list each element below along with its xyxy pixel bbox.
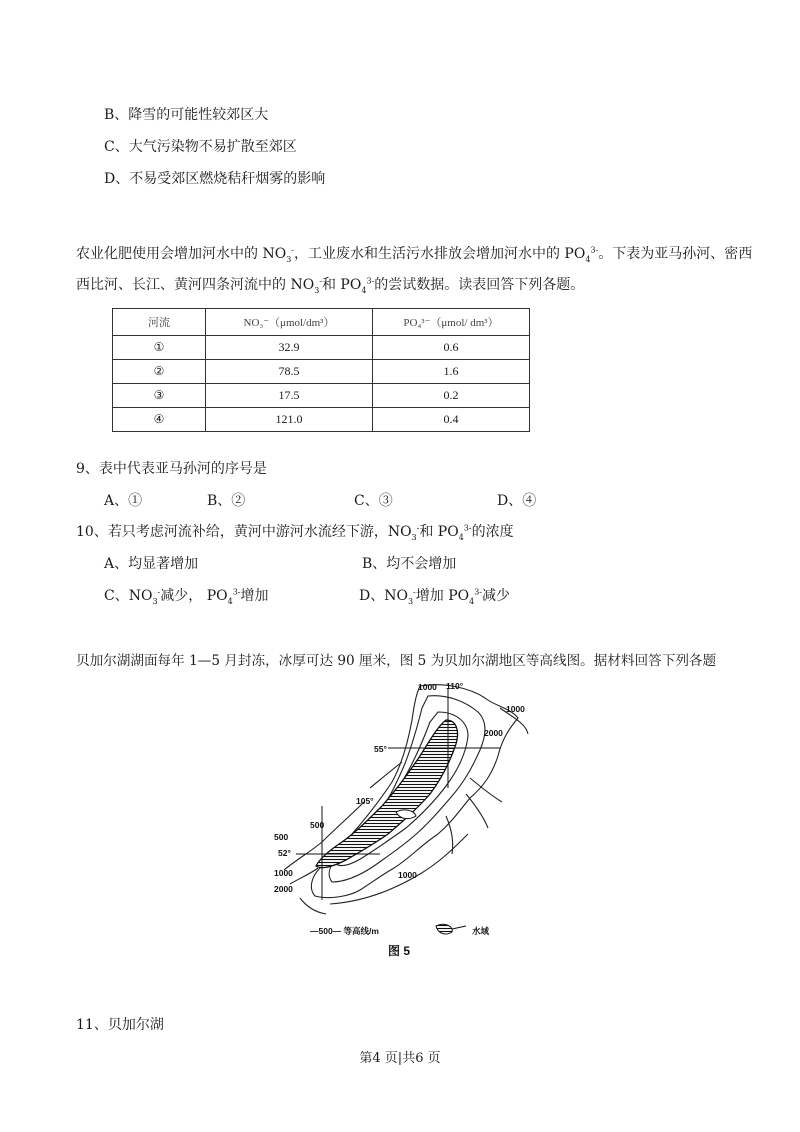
page-footer: 第4 页|共6 页 bbox=[359, 1051, 441, 1066]
cell-po4: 0.2 bbox=[373, 384, 530, 408]
cell-id: ④ bbox=[113, 408, 206, 432]
option-8b: B、降雪的可能性较郊区大 bbox=[104, 107, 269, 123]
cell-po4: 0.6 bbox=[373, 336, 530, 360]
label-105: 105° bbox=[356, 796, 374, 806]
label-2000-right: 2000 bbox=[484, 728, 503, 738]
label-110: 110° bbox=[446, 681, 464, 691]
cell-no3: 78.5 bbox=[206, 360, 373, 384]
option-9d: D、④ bbox=[497, 493, 537, 509]
cell-no3: 32.9 bbox=[206, 336, 373, 360]
option-10b: B、均不会增加 bbox=[362, 556, 457, 572]
label-52: 52° bbox=[278, 848, 291, 858]
table-row bbox=[113, 408, 530, 432]
label-55: 55° bbox=[374, 744, 387, 754]
option-9c: C、③ bbox=[354, 493, 393, 509]
option-10d: D、$NO_3^-$增加 $PO_4^{3-}$减少 bbox=[359, 587, 510, 606]
label-1000-left: 1000 bbox=[274, 868, 293, 878]
figure-5-contour-map bbox=[270, 678, 532, 960]
label-500-left: 500 bbox=[274, 832, 289, 842]
header-river: 河流 bbox=[113, 309, 206, 336]
header-po4: PO₄³⁻（μmol/ dm³） bbox=[373, 309, 530, 336]
cell-id: ① bbox=[113, 336, 206, 360]
intro-line-1: 农业化肥使用会增加河水中的 $NO_3^-$，工业废水和生活污水排放会增加河水中的 $PO_4^{3-}$。下表为亚马孙河、密西 bbox=[76, 245, 753, 264]
table-row bbox=[113, 384, 530, 408]
figure-caption: 图 5 bbox=[388, 944, 411, 958]
cell-id: ③ bbox=[113, 384, 206, 408]
cell-no3: 121.0 bbox=[206, 408, 373, 432]
option-10a: A、均显著增加 bbox=[104, 556, 199, 572]
question-10-stem: 10、若只考虑河流补给，黄河中游河水流经下游，$NO_3^-$和 $PO_4^{3-}$的浓度 bbox=[76, 523, 514, 542]
label-1000-bottom: 1000 bbox=[398, 870, 417, 880]
label-1000-top: 1000 bbox=[418, 682, 437, 692]
cell-id: ② bbox=[113, 360, 206, 384]
intro-line-2: 西比河、长江、黄河四条河流中的 $NO_3^-$和 $PO_4^{3-}$的尝试数据。读表回答下列各题。 bbox=[76, 276, 585, 295]
question-9-stem: 9、表中代表亚马孙河的序号是 bbox=[76, 461, 267, 477]
label-1000-right: 1000 bbox=[506, 704, 525, 714]
table-header-row bbox=[113, 309, 530, 336]
option-9b: B、② bbox=[207, 493, 246, 509]
label-2000-left: 2000 bbox=[274, 884, 293, 894]
header-no3: NO₃⁻（μmol/dm³） bbox=[206, 309, 373, 336]
cell-no3: 17.5 bbox=[206, 384, 373, 408]
cell-po4: 1.6 bbox=[373, 360, 530, 384]
option-8c: C、大气污染物不易扩散至郊区 bbox=[104, 139, 297, 155]
table-row bbox=[113, 336, 530, 360]
question-11-stem: 11、贝加尔湖 bbox=[76, 1017, 164, 1033]
cell-po4: 0.4 bbox=[373, 408, 530, 432]
legend-contour: —500— 等高线/m bbox=[310, 926, 379, 936]
legend-water: 水域 bbox=[472, 926, 490, 936]
legend-water-pointer bbox=[452, 926, 466, 929]
option-10c: C、$NO_3^-$减少， $PO_4^{3-}$增加 bbox=[104, 587, 269, 606]
option-8d: D、不易受郊区燃烧秸秆烟雾的影响 bbox=[104, 171, 326, 187]
river-data-table bbox=[112, 308, 530, 432]
label-500-mid: 500 bbox=[310, 820, 325, 830]
option-9a: A、① bbox=[104, 493, 143, 509]
legend-water-icon bbox=[436, 924, 452, 934]
contour-map-svg bbox=[270, 678, 532, 960]
baikal-intro: 贝加尔湖湖面每年 1—5 月封冻，冰厚可达 90 厘米，图 5 为贝加尔湖地区等高线图。据材料回答下列各题 bbox=[76, 653, 717, 669]
lake-shape bbox=[316, 720, 458, 868]
table-row bbox=[113, 360, 530, 384]
